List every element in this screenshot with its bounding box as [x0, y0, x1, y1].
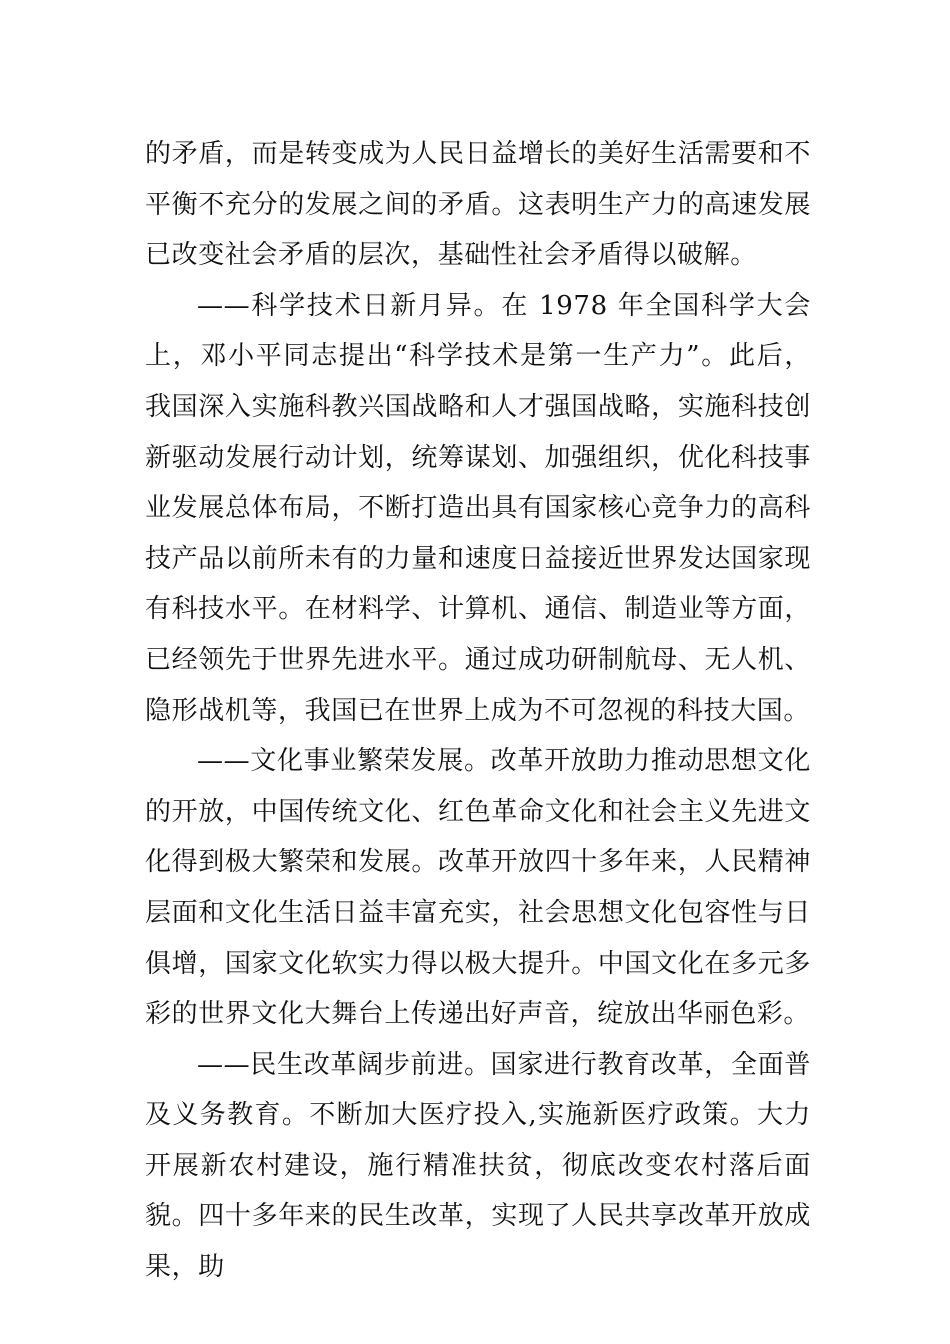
paragraph-science-technology: ——科学技术日新月异。在 1978 年全国科学大会上，邓小平同志提出“科学技术是第一生产力”。此后，我国深入实施科教兴国战略和人才强国战略，实施科技创新驱动发展行动计划，统筹谋划、加强组织，优化科技事业发展总体布局，不断打造出具有国家核心竞争力的高科技产品以前所未有的力量和速度日益接近世界发达国家现有科技水平。在材料学、计算机、通信、制造业等方面，已经领先于世界先进水平。通过成功研制航母、无人机、隐形战机等，我国已在世界上成为不可忽视的科技大国。	[145, 290, 811, 726]
paragraph-livelihood: ——民生改革阔步前进。国家进行教育改革，全面普及义务教育。不断加大医疗投入,实施新医疗政策。大力开展新农村建设，施行精准扶贫，彻底改变农村落后面貌。四十多年来的民生改革，实现了人民共享改革开放成果，助	[145, 1049, 811, 1283]
paragraph-contradiction: 的矛盾，而是转变成为人民日益增长的美好生活需要和不平衡不充分的发展之间的矛盾。这表明生产力的高速发展已改变社会矛盾的层次，基础性社会矛盾得以破解。	[145, 139, 811, 271]
document-body	[145, 129, 811, 1293]
paragraph-culture: ——文化事业繁荣发展。改革开放助力推动思想文化的开放，中国传统文化、红色革命文化和社会主义先进文化得到极大繁荣和发展。改革开放四十多年来，人民精神层面和文化生活日益丰富充实，社会思想文化包容性与日俱增，国家文化软实力得以极大提升。中国文化在多元多彩的世界文化大舞台上传递出好声音，绽放出华丽色彩。	[145, 746, 811, 1030]
